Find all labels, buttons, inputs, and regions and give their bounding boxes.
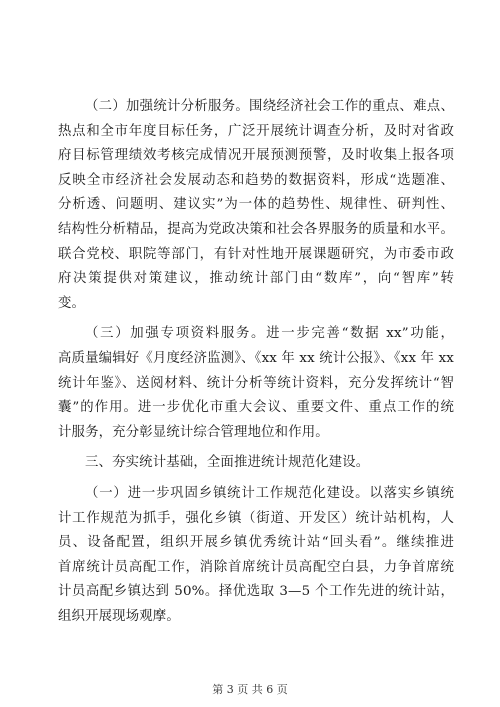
text-line: 三、夯实统计基础，全面推进统计规范化建设。 <box>85 455 370 471</box>
text-line: 员、设备配置，组织开展乡镇优秀统计站“回头看”。继续推进 <box>58 535 454 551</box>
text-line: 组织开展现场观摩。 <box>58 608 180 624</box>
text-line: 府决策提供对策建议，推动统计部门由“数库”，向“智库”转 <box>58 271 454 287</box>
section-heading-statistics-foundation <box>58 451 454 476</box>
document-body <box>58 95 454 629</box>
text-line: 首席统计员高配工作，消除首席统计员高配空白县，力争首席统 <box>58 559 454 575</box>
text-line: 联合党校、职院等部门，有针对性地开展课题研究，为市委市政 <box>58 246 454 262</box>
text-line: 囊”的作用。进一步优化市重大会议、重要文件、重点工作的统 <box>58 400 454 416</box>
text-line: 高质量编辑好《月度经济监测》、《xx 年 xx 统计公报》、《xx 年 xx <box>58 350 454 366</box>
text-line: 计服务，充分彰显统计综合管理地位和作用。 <box>58 424 329 440</box>
paragraph-special-data-service <box>58 322 454 445</box>
text-line: 热点和全市年度目标任务，广泛开展统计调查分析，及时对省政 <box>58 123 454 139</box>
paragraph-township-statistics <box>58 482 454 630</box>
text-line: 计工作规范为抓手，强化乡镇（街道、开发区）统计站机构，人 <box>58 510 454 526</box>
text-line: 计员高配乡镇达到 50%。择优选取 3—5 个工作先进的统计站， <box>58 584 454 600</box>
text-line: 反映全市经济社会发展动态和趋势的数据资料，形成“选题准、 <box>58 172 454 188</box>
text-line: 统计年鉴》、送阅材料、统计分析等统计资料，充分发挥统计“智 <box>58 375 454 391</box>
text-line: 变。 <box>58 295 86 311</box>
text-line: （二）加强统计分析服务。围绕经济社会工作的重点、难点、 <box>85 99 454 114</box>
text-line: （三）加强专项资料服务。进一步完善“数据 xx”功能， <box>85 326 454 342</box>
text-line: 府目标管理绩效考核完成情况开展预测预警，及时收集上报各项 <box>58 148 454 164</box>
page-footer: 第 3 页 共 6 页 <box>212 683 288 696</box>
text-line: （一）进一步巩固乡镇统计工作规范化建设。以落实乡镇统 <box>85 485 454 501</box>
text-line: 结构性分析精品，提高为党政决策和社会各界服务的质量和水平。 <box>58 221 454 237</box>
text-line: 分析透、问题明、建议实”为一体的趋势性、规律性、研判性、 <box>58 197 454 213</box>
paragraph-analysis-service <box>58 95 454 316</box>
